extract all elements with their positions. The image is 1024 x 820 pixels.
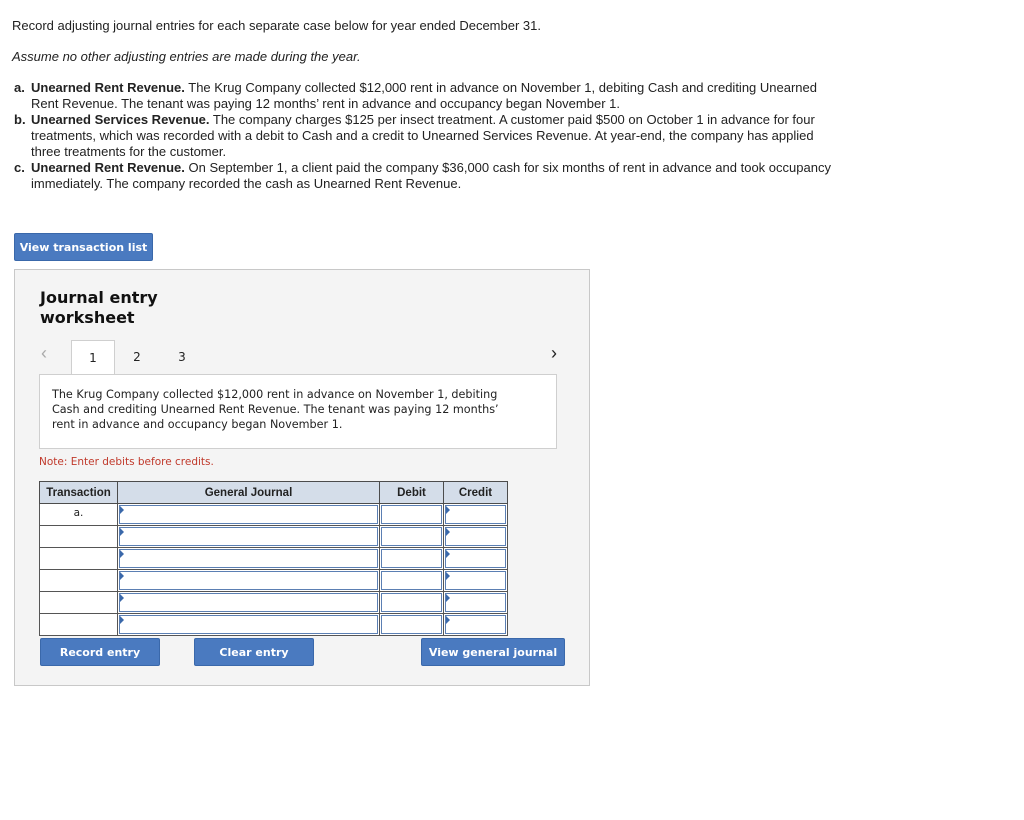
debit-input[interactable] bbox=[380, 526, 444, 548]
dropdown-marker-icon bbox=[120, 594, 124, 602]
credit-input[interactable] bbox=[444, 504, 508, 526]
worksheet-title: Journal entry worksheet bbox=[40, 288, 158, 327]
credit-input[interactable] bbox=[444, 614, 508, 636]
clear-entry-button[interactable]: Clear entry bbox=[194, 638, 314, 666]
case-letter: b. bbox=[14, 112, 26, 127]
case-letter: c. bbox=[14, 160, 25, 175]
view-transaction-list-button[interactable]: View transaction list bbox=[14, 233, 153, 261]
case-title: Unearned Rent Revenue. bbox=[31, 160, 185, 175]
debit-input[interactable] bbox=[380, 548, 444, 570]
header-debit: Debit bbox=[380, 482, 444, 504]
header-credit: Credit bbox=[444, 482, 508, 504]
dropdown-marker-icon bbox=[120, 550, 124, 558]
table-row bbox=[40, 570, 508, 592]
case-title: Unearned Rent Revenue. bbox=[31, 80, 185, 95]
case-title: Unearned Services Revenue. bbox=[31, 112, 210, 127]
table-row bbox=[40, 526, 508, 548]
case-item-c bbox=[12, 160, 831, 192]
instructions bbox=[12, 18, 1012, 192]
credit-input[interactable] bbox=[444, 570, 508, 592]
transaction-description: The Krug Company collected $12,000 rent in advance on November 1, debiting Cash and crediting Unearned Rent Revenue. The tenant was paying 12 months’ rent in advance and occupancy began November 1. bbox=[39, 374, 557, 449]
dropdown-marker-icon bbox=[120, 572, 124, 580]
account-select[interactable] bbox=[118, 570, 380, 592]
record-entry-button[interactable]: Record entry bbox=[40, 638, 160, 666]
account-select[interactable] bbox=[118, 526, 380, 548]
input-marker-icon bbox=[446, 528, 450, 536]
instructions-intro: Record adjusting journal entries for each separate case below for year ended December 31. bbox=[12, 18, 541, 33]
input-marker-icon bbox=[446, 572, 450, 580]
dropdown-marker-icon bbox=[120, 616, 124, 624]
page-tab-2[interactable]: 2 bbox=[133, 350, 141, 364]
instructions-assume: Assume no other adjusting entries are made during the year. bbox=[12, 49, 361, 64]
account-select[interactable] bbox=[118, 548, 380, 570]
transaction-cell bbox=[40, 570, 118, 592]
table-row bbox=[40, 592, 508, 614]
chevron-left-icon[interactable]: ‹ bbox=[41, 343, 47, 363]
input-marker-icon bbox=[446, 550, 450, 558]
transaction-cell bbox=[40, 526, 118, 548]
dropdown-marker-icon bbox=[120, 528, 124, 536]
credit-input[interactable] bbox=[444, 548, 508, 570]
table-row bbox=[40, 548, 508, 570]
input-marker-icon bbox=[446, 616, 450, 624]
header-general-journal: General Journal bbox=[118, 482, 380, 504]
case-text: The Krug Company collected $12,000 rent in advance on November 1, debiting Cash and crediting Unearned Rent Revenue. The tenant was paying 12 months’ rent in advance and occupancy began November 1. bbox=[31, 80, 817, 111]
page-tab-1[interactable]: 1 bbox=[71, 340, 115, 374]
case-letter: a. bbox=[14, 80, 25, 95]
account-select[interactable] bbox=[118, 614, 380, 636]
account-select[interactable] bbox=[118, 592, 380, 614]
transaction-cell: a. bbox=[40, 504, 118, 526]
case-text: On September 1, a client paid the company $36,000 cash for six months of rent in advance and took occupancy immediately. The company recorded the cash as Unearned Rent Revenue. bbox=[31, 160, 831, 191]
debit-input[interactable] bbox=[380, 614, 444, 636]
header-transaction: Transaction bbox=[40, 482, 118, 504]
case-item-a bbox=[12, 80, 831, 112]
journal-table bbox=[39, 481, 508, 636]
input-marker-icon bbox=[446, 594, 450, 602]
transaction-cell bbox=[40, 614, 118, 636]
entry-note: Note: Enter debits before credits. bbox=[39, 456, 214, 468]
transaction-cell bbox=[40, 592, 118, 614]
credit-input[interactable] bbox=[444, 526, 508, 548]
dropdown-marker-icon bbox=[120, 506, 124, 514]
journal-entry-worksheet bbox=[14, 269, 590, 686]
debit-input[interactable] bbox=[380, 570, 444, 592]
case-item-b bbox=[12, 112, 831, 160]
transaction-cell bbox=[40, 548, 118, 570]
view-general-journal-button[interactable]: View general journal bbox=[421, 638, 565, 666]
debit-input[interactable] bbox=[380, 592, 444, 614]
case-text: The company charges $125 per insect treatment. A customer paid $500 on October 1 in advance for four treatments, which was recorded with a debit to Cash and a credit to Unearned Services Revenue. At year-end, the company has applied three treatments for the customer. bbox=[31, 112, 815, 159]
table-row bbox=[40, 614, 508, 636]
account-select[interactable] bbox=[118, 504, 380, 526]
worksheet-pager bbox=[15, 340, 591, 374]
debit-input[interactable] bbox=[380, 504, 444, 526]
chevron-right-icon[interactable]: › bbox=[551, 343, 557, 363]
input-marker-icon bbox=[446, 506, 450, 514]
case-list bbox=[12, 80, 1012, 192]
credit-input[interactable] bbox=[444, 592, 508, 614]
table-row bbox=[40, 504, 508, 526]
page-tab-3[interactable]: 3 bbox=[178, 350, 186, 364]
